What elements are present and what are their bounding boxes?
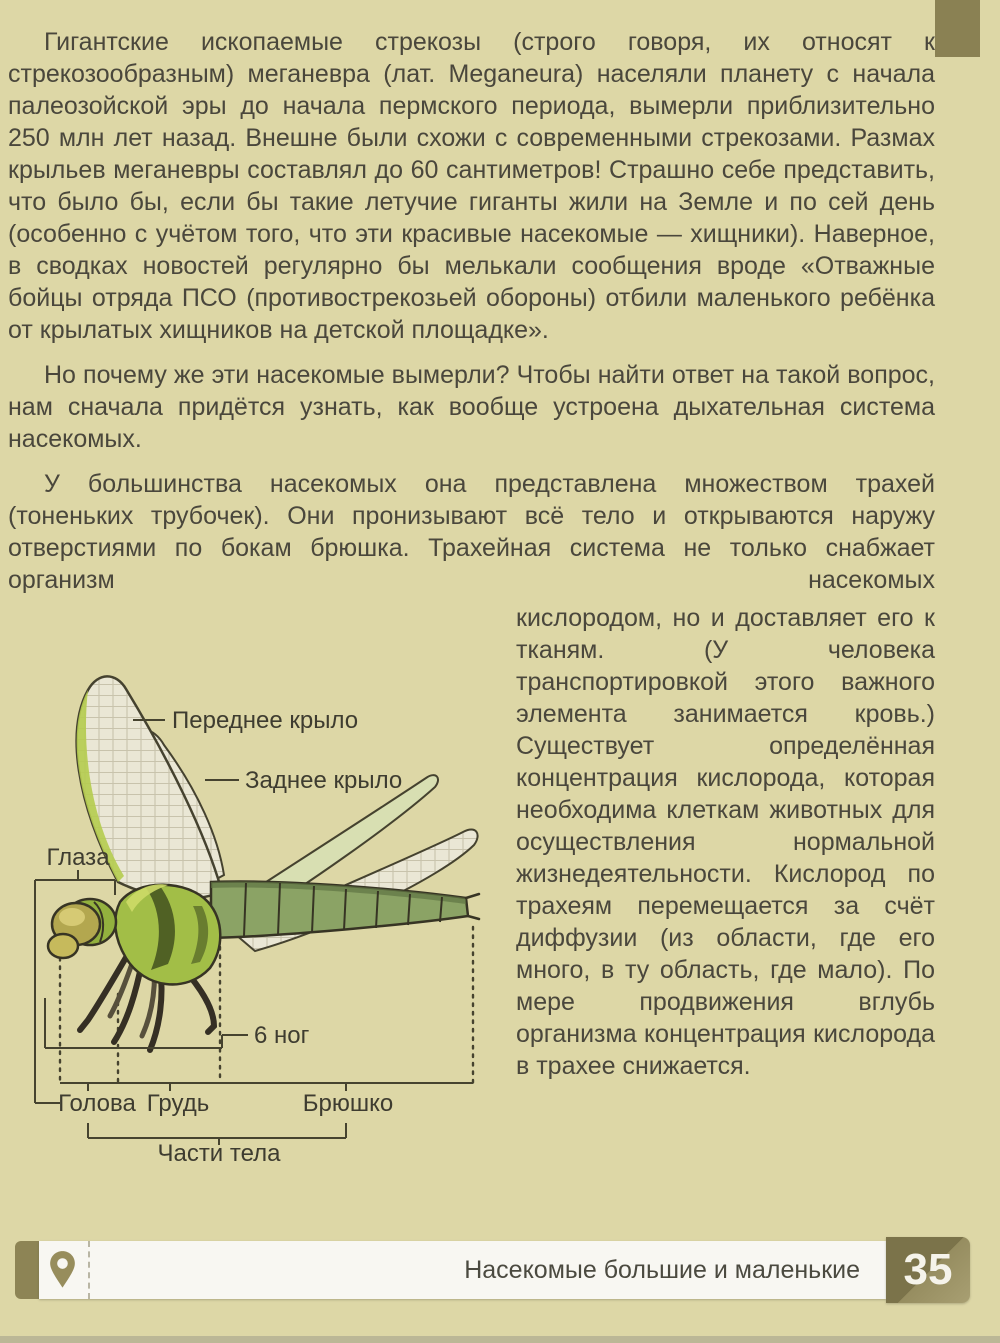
footer-bar bbox=[15, 1238, 970, 1302]
label-six-legs: 6 ног bbox=[254, 1022, 310, 1049]
chapter-title: Насекомые большие и маленькие bbox=[464, 1255, 860, 1284]
label-head: Голова bbox=[58, 1090, 136, 1117]
head-front-lobe bbox=[48, 934, 78, 958]
page-number-badge: 35 bbox=[886, 1237, 970, 1303]
location-pin-icon bbox=[48, 1250, 77, 1290]
footer-white-bar bbox=[39, 1241, 886, 1299]
paragraph-giant-dragonflies: Гигантские ископаемые стрекозы (строго говоря, их относят к стрекозообразным) меганевра (лат. Meganeura) населяли планету с начала палеозойской эры до начала пермского периода, вымерли приблизительно 250 млн лет назад. Внешне были схожи с современными стрекозами. Размах крыльев меганевры составлял до 60 сантиметров! Страшно себе представить, что было бы, если бы такие летучие гиганты жили на Земле и по сей день (особенно с учётом того, что эти красивые насекомые — хищники). Наверное, в сводках новостей регулярно бы мелькали сообщения вроде «Отважные бойцы отряда ПСО (противострекозьей обороны) отбили маленького ребёнка от крылатых хищников на детской площадке». bbox=[8, 28, 935, 344]
footer-dashed-divider bbox=[88, 1241, 90, 1299]
footer-left-tab bbox=[15, 1241, 39, 1299]
label-hind-wing: Заднее крыло bbox=[245, 767, 403, 794]
dragonfly-head bbox=[48, 899, 116, 958]
label-eyes: Глаза bbox=[46, 844, 110, 871]
paragraph-tracheae-intro: У большинства насекомых она представлена множеством трахей (тоненьких трубочек). Они пронизывают всё тело и открываются наружу отверстиями по бокам брюшка. Трахейная система не только снабжает организм насекомых bbox=[8, 470, 935, 594]
page-bottom-edge bbox=[0, 1336, 1000, 1343]
label-front-wing: Переднее крыло bbox=[172, 707, 359, 734]
dragonfly-diagram bbox=[8, 602, 498, 1202]
dragonfly-abdomen bbox=[211, 881, 479, 938]
dragonfly-illustration bbox=[8, 602, 498, 1202]
label-thorax: Грудь bbox=[146, 1090, 210, 1117]
figure-and-text-row bbox=[8, 602, 935, 1202]
paragraph-why-extinct: Но почему же эти насекомые вымерли? Чтобы найти ответ на такой вопрос, нам сначала придётся узнать, как вообще устроена дыхательная система насекомых. bbox=[8, 361, 935, 453]
label-body-parts: Части тела bbox=[157, 1140, 281, 1167]
label-abdomen: Брюшко bbox=[302, 1090, 394, 1117]
paragraph-tracheae-continued: кислородом, но и доставляет его к тканям. (У человека транспортировкой этого важного элемента занимается кровь.) Существует определённая концентрация кислорода, которая необходима клеткам животных для осуществления нормальной жизнедеятельности. Кислород по трахеям перемещается за счёт диффузии (из области, где его много, в ту область, где мало). По мере продвижения вглубь организма концентрация кислорода в трахее снижается. bbox=[516, 604, 935, 1080]
